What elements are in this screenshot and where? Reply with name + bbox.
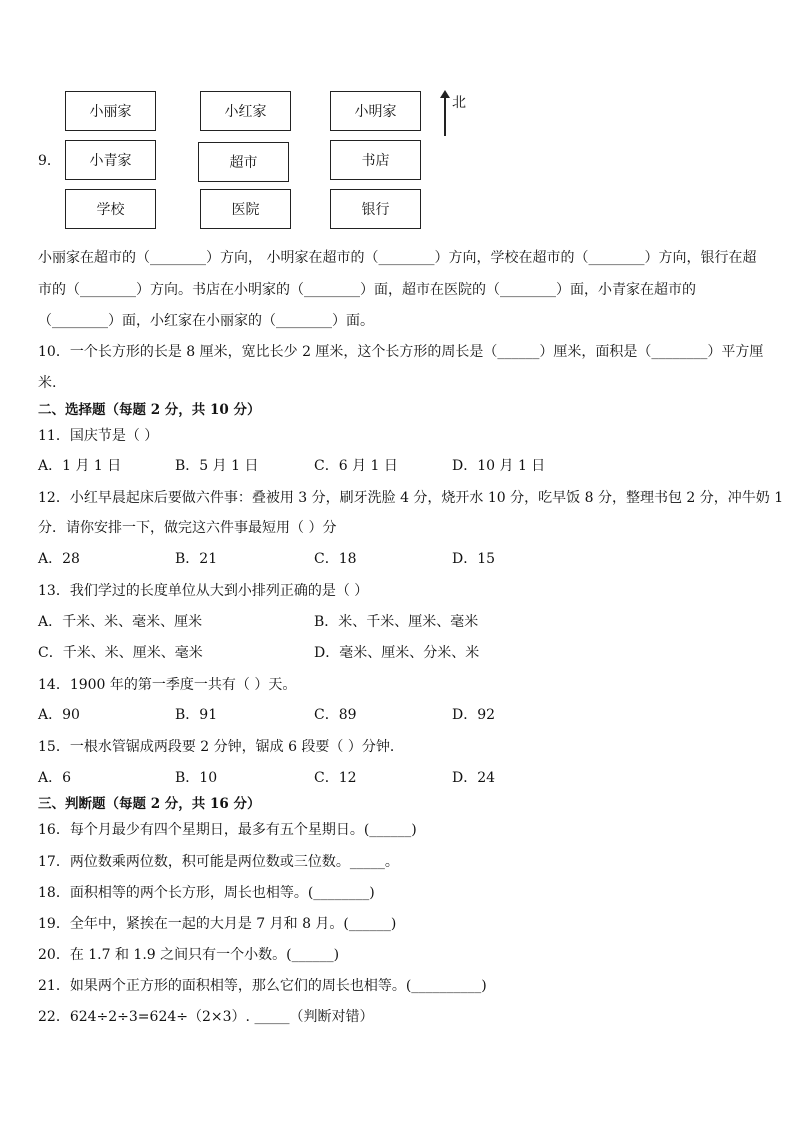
q11-option-a: A．1 月 1 日	[38, 458, 122, 474]
question-10-line-1: 10．一个长方形的长是 8 厘米，宽比长少 2 厘米，这个长方形的周长是（______）厘米，面积是（________）平方厘	[38, 344, 764, 360]
north-label: 北	[452, 95, 466, 111]
question-9-line-2: 市的（________）方向。书店在小明家的（________）面，超市在医院的（________）面，小青家在超市的	[38, 282, 696, 298]
q12-option-d: D．15	[452, 551, 496, 567]
question-17: 17．两位数乘两位数，积可能是两位数或三位数。_____。	[38, 854, 399, 870]
section-2-heading: 二、选择题（每题 2 分，共 10 分）	[38, 402, 261, 418]
q15-option-b: B．10	[175, 770, 218, 786]
question-19: 19．全年中，紧挨在一起的大月是 7 月和 8 月。(______)	[38, 916, 397, 932]
question-13-stem: 13．我们学过的长度单位从大到小排列正确的是（ ）	[38, 583, 369, 599]
q13-option-d: D．毫米、厘米、分米、米	[314, 645, 480, 661]
question-14-stem: 14．1900 年的第一季度一共有（ ）天。	[38, 677, 297, 693]
q12-option-b: B．21	[175, 551, 218, 567]
box-supermarket: 超市	[198, 142, 289, 182]
question-15-stem: 15．一根水管锯成两段要 2 分钟，锯成 6 段要（ ）分钟．	[38, 739, 404, 755]
q11-option-b: B．5 月 1 日	[175, 458, 259, 474]
north-arrow	[440, 90, 470, 138]
question-12-line-2: 分．请你安排一下，做完这六件事最短用（ ）分	[38, 520, 337, 536]
q13-option-b: B．米、千米、厘米、毫米	[314, 614, 479, 630]
q14-option-c: C．89	[314, 707, 357, 723]
q14-option-b: B．91	[175, 707, 218, 723]
q15-option-d: D．24	[452, 770, 496, 786]
q12-option-c: C．18	[314, 551, 357, 567]
question-9-line-3: （________）面，小红家在小丽家的（________）面。	[38, 313, 374, 329]
question-10-line-2: 米.	[38, 375, 57, 391]
q15-option-a: A．6	[38, 770, 72, 786]
question-11-stem: 11．国庆节是（ ）	[38, 428, 159, 444]
question-18: 18．面积相等的两个长方形，周长也相等。(________)	[38, 885, 375, 901]
question-16: 16．每个月最少有四个星期日，最多有五个星期日。(______)	[38, 822, 417, 838]
box-hospital: 医院	[200, 189, 291, 229]
box-xiaoqing-home: 小青家	[65, 140, 156, 180]
location-map	[0, 0, 794, 240]
q14-option-d: D．92	[452, 707, 496, 723]
question-9-line-1: 小丽家在超市的（________）方向， 小明家在超市的（________）方向，学校在超市的（________）方向，银行在超	[38, 250, 757, 266]
question-12-line-1: 12．小红早晨起床后要做六件事：叠被用 3 分，刷牙洗脸 4 分，烧开水 10 分，吃早饭 8 分，整理书包 2 分，冲牛奶 1	[38, 490, 784, 506]
question-21: 21．如果两个正方形的面积相等，那么它们的周长也相等。(__________)	[38, 978, 487, 994]
q14-option-a: A．90	[38, 707, 80, 723]
q13-option-c: C．千米、米、厘米、毫米	[38, 645, 203, 661]
box-xiaohong-home: 小红家	[200, 91, 291, 131]
q11-option-c: C．6 月 1 日	[314, 458, 398, 474]
box-bookstore: 书店	[330, 140, 421, 180]
box-xiaoli-home: 小丽家	[65, 91, 156, 131]
box-school: 学校	[65, 189, 156, 229]
question-22: 22．624÷2÷3=624÷（2×3）. _____（判断对错）	[38, 1009, 374, 1025]
question-20: 20．在 1.7 和 1.9 之间只有一个小数。(______)	[38, 947, 340, 963]
q13-option-a: A．千米、米、毫米、厘米	[38, 614, 203, 630]
section-3-heading: 三、判断题（每题 2 分，共 16 分）	[38, 796, 261, 812]
q12-option-a: A．28	[38, 551, 80, 567]
q11-option-d: D．10 月 1 日	[452, 458, 546, 474]
box-xiaoming-home: 小明家	[330, 91, 421, 131]
q15-option-c: C．12	[314, 770, 357, 786]
question-9-number: 9．	[38, 153, 61, 169]
north-arrow-shaft	[444, 96, 446, 136]
box-bank: 银行	[330, 189, 421, 229]
